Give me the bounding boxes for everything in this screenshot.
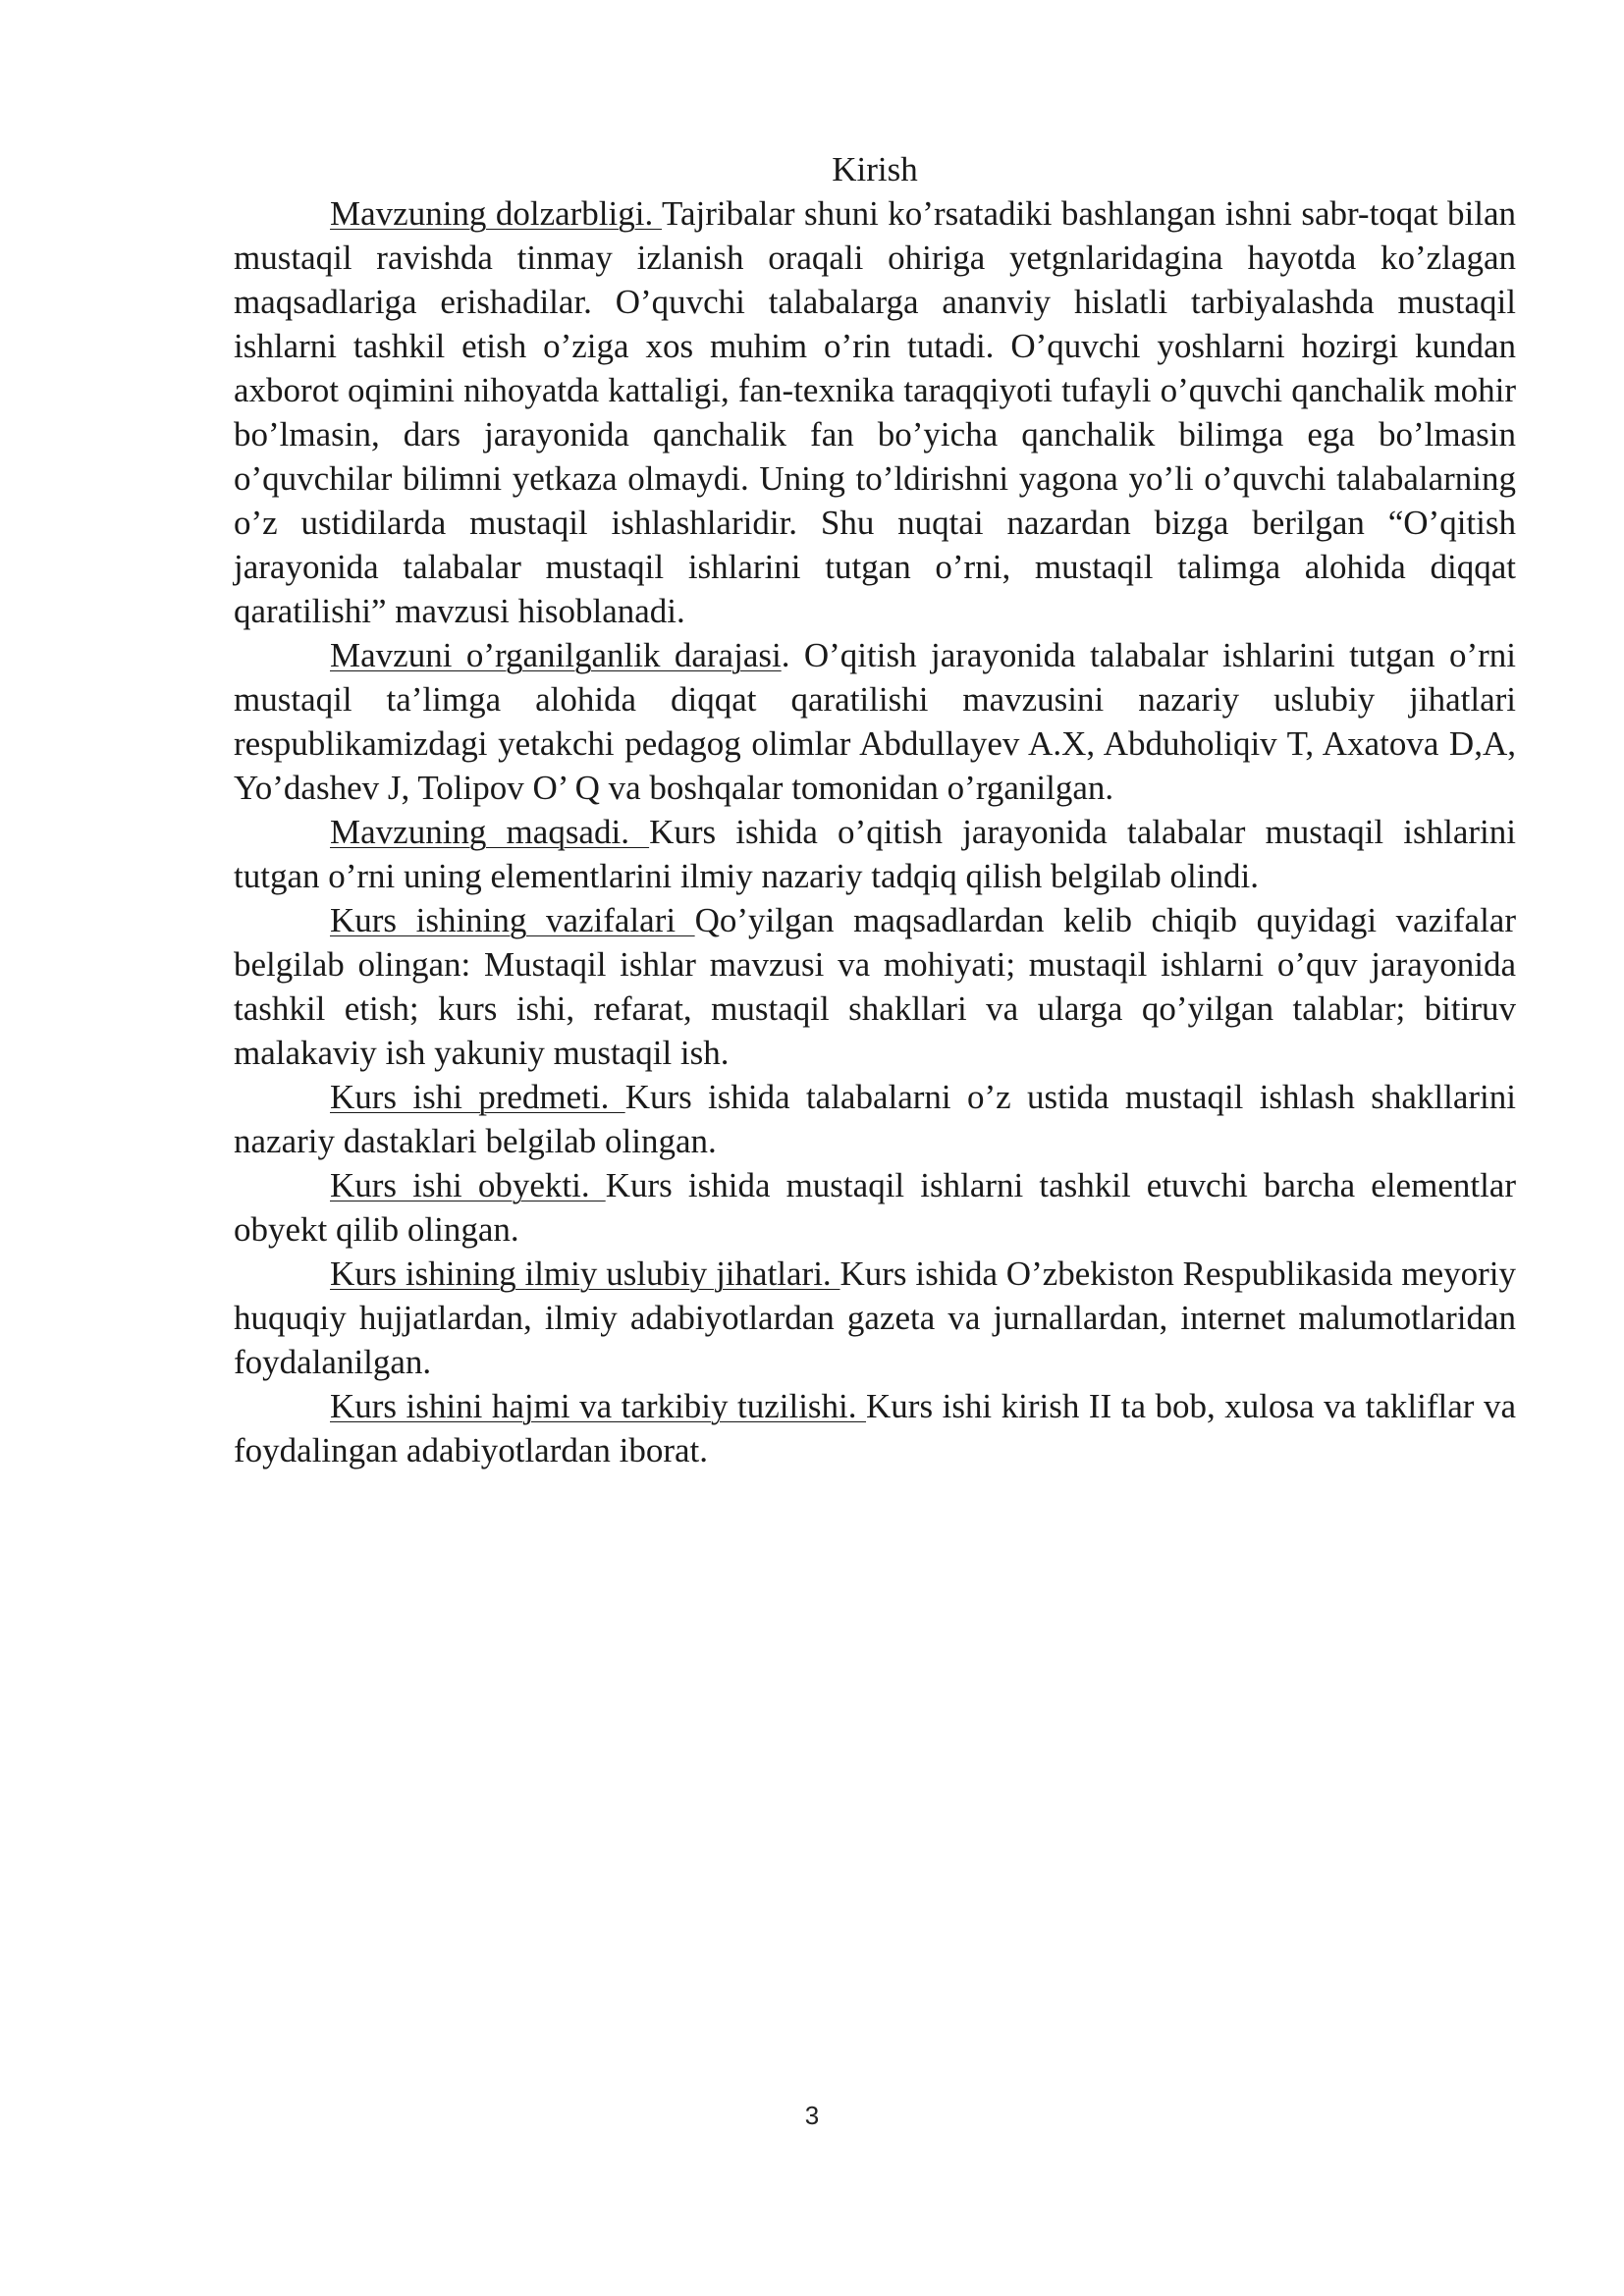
paragraph-tarkibiy-tuzilishi [234, 1384, 1516, 1472]
paragraph-lead: Kurs ishi predmeti. [330, 1078, 625, 1116]
paragraph-text: Kurs ishida talabalarni o’z ustida mustaqil ishlash shakllarini nazariy dastaklari belgilab olingan. [234, 1078, 1516, 1160]
paragraph-text: Kurs ishida o’qitish jarayonida talabalar mustaqil ishlarini tutgan o’rni uning elementlarini ilmiy nazariy tadqiq qilish belgilab olindi. [234, 813, 1516, 895]
paragraph-lead: Kurs ishi obyekti. [330, 1166, 606, 1204]
paragraph-lead: Mavzuni o’rganilganlik darajasi [330, 636, 782, 674]
paragraph-obyekti [234, 1163, 1516, 1252]
paragraph-text: . O’qitish jarayonida talabalar ishlarini tutgan o’rni mustaqil ta’limga alohida diqqat qaratilishi mavzusini nazariy uslubiy jihatlari respublikamizdagi yetakchi pedagog olimlar Abdullayev A.X, Abduholiqiv T, Axatova D,A, Yo’dashev J, Tolipov O’ Q va boshqalar tomonidan o’rganilgan. [234, 636, 1517, 807]
paragraph-text: Qo’yilgan maqsadlardan kelib chiqib quyidagi vazifalar belgilab olingan: Mustaqil ishlar mavzusi va mohiyati; mustaqil ishlarni o’quv jarayonida tashkil etish; kurs ishi, refarat, mustaqil shakllari va ularga qo’yilgan talablar; bitiruv malakaviy ish yakuniy mustaqil ish. [234, 901, 1517, 1072]
paragraph-vazifalari [234, 898, 1516, 1075]
paragraph-lead: Mavzuning dolzarbligi. [330, 194, 663, 233]
paragraph-text: Kurs ishida mustaqil ishlarni tashkil etuvchi barcha elementlar obyekt qilib olingan. [234, 1166, 1516, 1249]
page-number: 3 [804, 2101, 820, 2130]
paragraph-lead: Kurs ishining ilmiy uslubiy jihatlari. [330, 1255, 840, 1293]
paragraph-text: Tajribalar shuni ko’rsatadiki bashlangan ishni sabr-toqat bilan mustaqil ravishda tinmay izlanish oraqali ohiriga yetgnlaridagina hayotda ko’zlagan maqsadlariga erishadilar. O’quvchi talabalarga ananviy hislatli tarbiyalashda mustaqil ishlarni tashkil etish o’ziga xos muhim o’rin tutadi. O’quvchi yoshlarni hozirgi kundan axborot oqimini nihoyatda kattaligi, fan-texnika taraqqiyoti tufayli o’quvchi qanchalik mohir bo’lmasin, dars jarayonida qanchalik fan bo’yicha qanchalik bilimga ega bo’lmasin o’quvchilar bilimni yetkaza olmaydi. Uning to’ldirishni yagona yo’li o’quvchi talabalarning o’z ustidilarda mustaqil ishlashlaridir. Shu nuqtai nazardan bizga berilgan “O’qitish jarayonida talabalar mustaqil ishlarini tutgan o’rni, mustaqil talimga alohida diqqat qaratilishi” mavzusi hisoblanadi. [234, 194, 1516, 630]
paragraph-lead: Mavzuning maqsadi. [330, 813, 650, 851]
paragraph-lead: Kurs ishining vazifalari [330, 901, 695, 939]
paragraph-lead: Kurs ishini hajmi va tarkibiy tuzilishi. [330, 1387, 867, 1425]
paragraph-dolzarbligi [234, 191, 1516, 633]
paragraph-predmeti [234, 1075, 1516, 1163]
section-title: Kirish [832, 150, 918, 188]
paragraph-uslubiy-jihatlari [234, 1252, 1516, 1384]
paragraph-text: Kurs ishida O’zbekiston Respublikasida meyoriy huquqiy hujjatlardan, ilmiy adabiyotlardan gazeta va jurnallardan, internet malumotlaridan foydalanilgan. [234, 1255, 1516, 1381]
paragraph-maqsadi [234, 810, 1516, 898]
document-body [234, 147, 1516, 1472]
paragraph-organilganlik [234, 633, 1516, 810]
paragraph-text: Kurs ishi kirish II ta bob, xulosa va takliflar va foydalingan adabiyotlardan iborat. [234, 1387, 1516, 1469]
